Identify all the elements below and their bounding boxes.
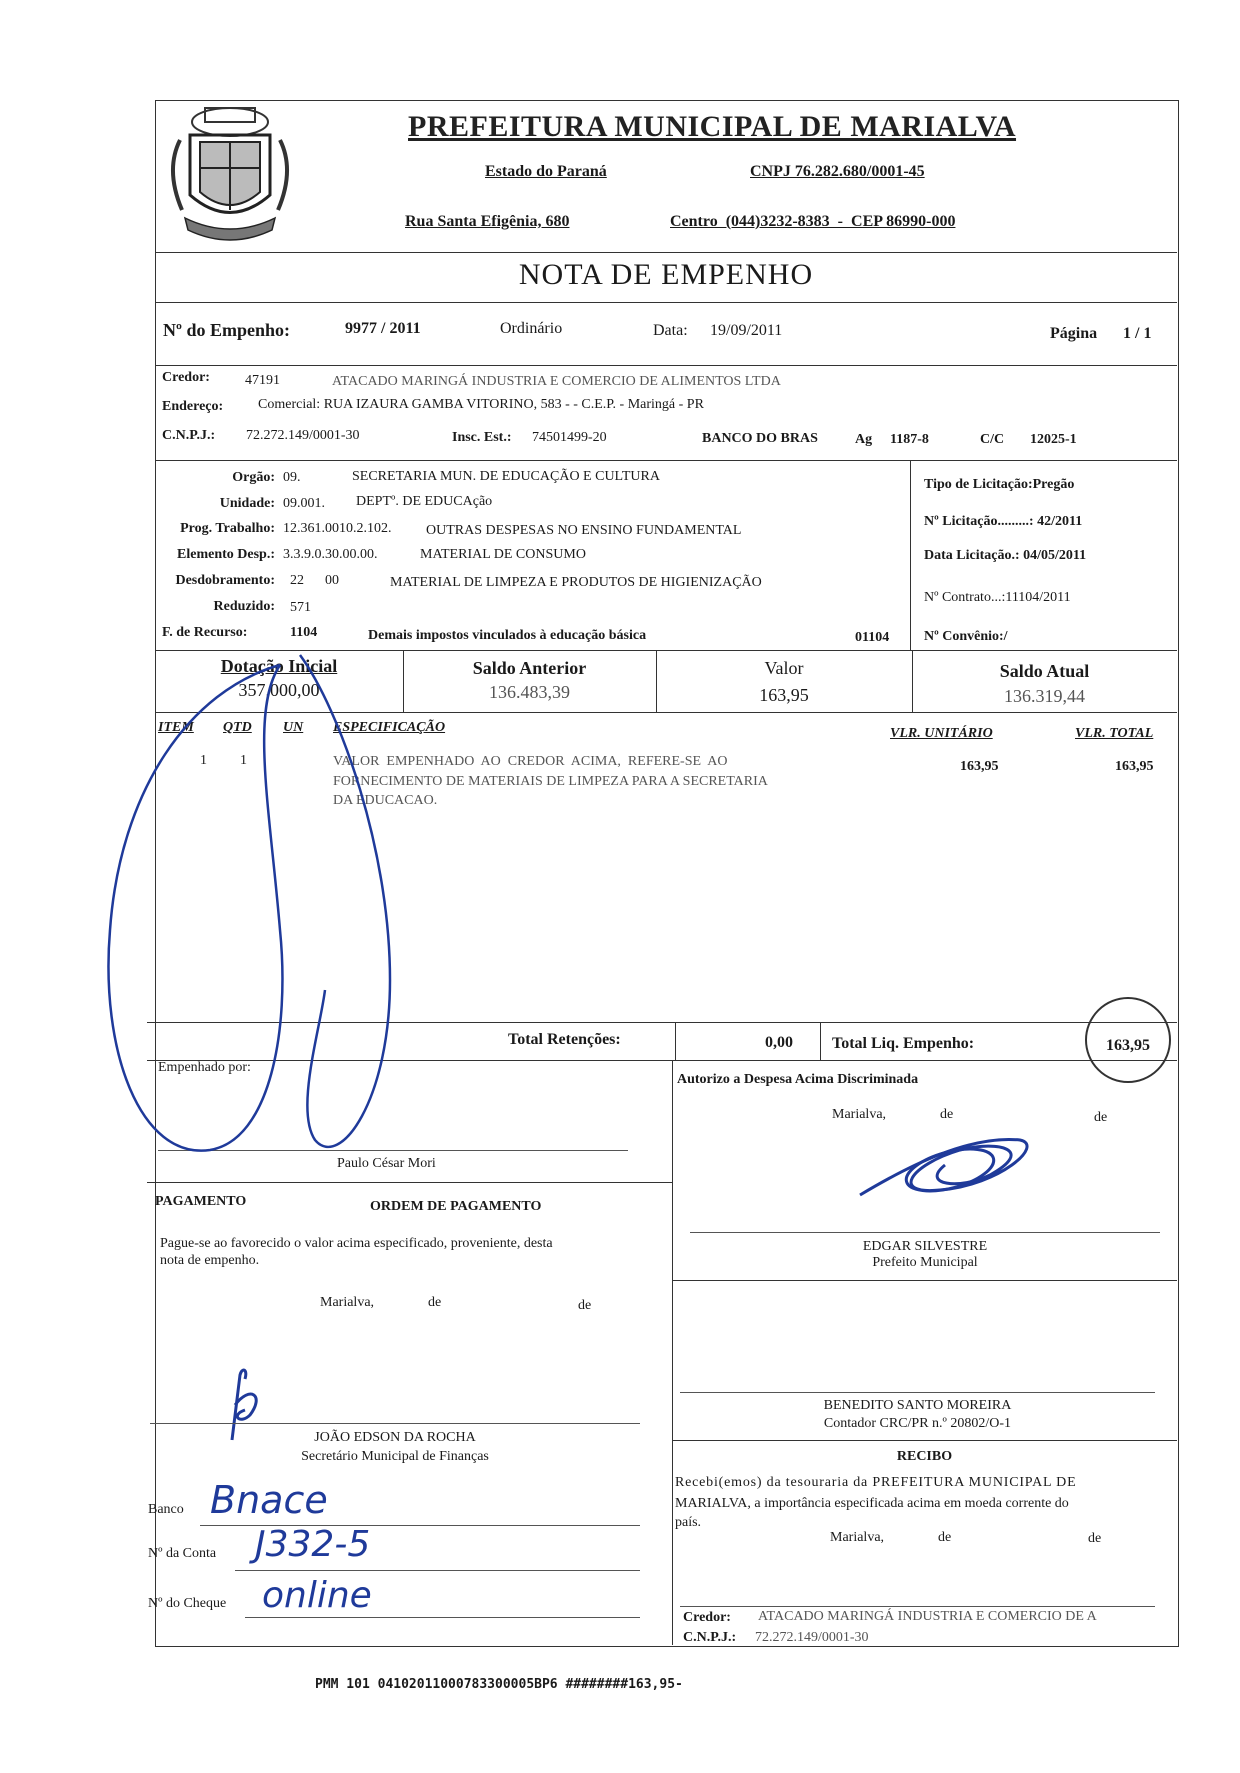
divider [672, 1060, 673, 1645]
divider [147, 1182, 672, 1183]
dotacao-inicial-value: 357.000,00 [238, 680, 320, 700]
signature-line [158, 1150, 628, 1151]
item-number: 1 [200, 753, 207, 768]
finance-secretary-name: JOÃO EDSON DA ROCHA [314, 1430, 476, 1445]
credor-code: 47191 [245, 373, 280, 388]
banco-handwritten: Bnace [210, 1478, 328, 1522]
col-header-total: VLR. TOTAL [1075, 726, 1154, 741]
divider [672, 1280, 1177, 1281]
divider [820, 1022, 821, 1060]
prog-name: OUTRAS DESPESAS NO ENSINO FUNDAMENTAL [426, 523, 742, 538]
col-header-un: UN [283, 720, 304, 735]
item-total: 163,95 [1115, 759, 1154, 774]
item-spec-line: VALOR EMPENHADO AO CREDOR ACIMA, REFERE-SE AO [333, 754, 728, 769]
col-header-qtd: QTD [223, 720, 252, 735]
cheque-label: Nº do Cheque [148, 1596, 227, 1611]
recibo-text-line: país. [675, 1515, 702, 1530]
divider [675, 1022, 676, 1060]
item-spec-line: DA EDUCACAO. [333, 793, 438, 808]
element-label: Elemento Desp.: [177, 547, 275, 562]
divider [155, 650, 1177, 651]
item-qtd: 1 [240, 753, 247, 768]
header-cnpj: CNPJ 76.282.680/0001-45 [750, 163, 925, 180]
recibo-credor-label: Credor: [683, 1610, 731, 1625]
pagamento-place: Marialva, [320, 1295, 375, 1310]
agency-number: 1187-8 [890, 432, 929, 447]
autorizo-place: Marialva, [832, 1107, 887, 1122]
desdobramento-name: MATERIAL DE LIMPEZA E PRODUTOS DE HIGIENIZAÇÃO [390, 575, 762, 590]
recibo-de-1: de [938, 1530, 952, 1545]
pagamento-de-1: de [428, 1295, 442, 1310]
unidade-code: 09.001. [283, 496, 325, 511]
col-header-spec: ESPECIFICAÇÃO [333, 720, 446, 735]
recibo-de-2: de [1088, 1531, 1102, 1546]
account-number: 12025-1 [1030, 432, 1077, 447]
prog-code: 12.361.0010.2.102. [283, 521, 392, 536]
recibo-text-line: MARIALVA, a importância especificada acima em moeda corrente do [675, 1496, 1069, 1511]
empenho-type: Ordinário [500, 320, 563, 337]
retencoes-label: Total Retenções: [508, 1031, 621, 1048]
credor-label: Credor: [162, 370, 210, 385]
dotacao-inicial-label: Dotação Inicial [220, 656, 338, 676]
insc-label: Insc. Est.: [452, 430, 512, 445]
empenhado-signer: Paulo César Mori [337, 1156, 436, 1171]
credor-bank: BANCO DO BRAS [702, 431, 818, 446]
valor-label: Valor [764, 658, 804, 678]
state-name: Estado do Paraná [485, 163, 607, 180]
header-phone-cep: Centro (044)3232-8383 - CEP 86990-000 [670, 213, 956, 230]
recibo-label: RECIBO [896, 1449, 953, 1464]
reduzido-value: 571 [290, 600, 311, 615]
mayor-signature-icon [850, 1125, 1050, 1205]
mayor-name: EDGAR SILVESTRE [862, 1239, 988, 1254]
signature-line [150, 1423, 640, 1424]
orgao-label: Orgão: [232, 470, 275, 485]
recurso-number: 01104 [855, 630, 890, 645]
element-code: 3.3.9.0.30.00.00. [283, 547, 378, 562]
convenio-number: Nº Convênio:/ [924, 629, 1008, 644]
date-label: Data: [653, 322, 688, 339]
recurso-name: Demais impostos vinculados à educação básica [368, 628, 647, 643]
empenhado-label: Empenhado por: [158, 1060, 251, 1075]
municipal-seal-icon [160, 100, 300, 245]
accountant-role: Contador CRC/PR n.º 20802/O-1 [823, 1416, 1012, 1431]
unidade-name: DEPTº. DE EDUCAção [356, 494, 493, 509]
item-spec-line: FORNECIMENTO DE MATERIAIS DE LIMPEZA PARA A SECRETARIA [333, 774, 768, 789]
divider [910, 460, 911, 650]
autorizo-de-2: de [1094, 1110, 1108, 1125]
footer-barcode-text: PMM 101 04102011000783300005BP6 ########163,95- [315, 1677, 683, 1692]
contract-number: Nº Contrato...:11104/2011 [924, 590, 1071, 605]
licitacao-type: Tipo de Licitação:Pregão [924, 477, 1075, 492]
empenho-number-label: Nº do Empenho: [163, 320, 290, 340]
pagamento-de-2: de [578, 1298, 592, 1313]
mayor-role: Prefeito Municipal [872, 1255, 978, 1270]
saldo-atual-label: Saldo Atual [999, 661, 1090, 681]
divider [672, 1440, 1177, 1441]
credor-address: Comercial: RUA IZAURA GAMBA VITORINO, 583 - - C.E.P. - Maringá - PR [258, 397, 704, 412]
divider [155, 252, 1177, 253]
document-title: NOTA DE EMPENHO [518, 258, 814, 291]
orgao-code: 09. [283, 470, 301, 485]
saldo-anterior-value: 136.483,39 [489, 682, 570, 702]
page-label: Página [1050, 325, 1098, 342]
prog-label: Prog. Trabalho: [180, 521, 275, 536]
conta-line [235, 1570, 640, 1571]
municipality-title: PREFEITURA MUNICIPAL DE MARIALVA [408, 110, 1017, 143]
empenho-date: 19/09/2011 [710, 322, 783, 339]
liquido-label: Total Liq. Empenho: [832, 1035, 975, 1052]
retencoes-value: 0,00 [765, 1034, 793, 1051]
signature-line [680, 1606, 1155, 1607]
saldo-atual-value: 136.319,44 [1004, 686, 1085, 706]
credor-cnpj: 72.272.149/0001-30 [246, 428, 360, 443]
empenho-number: 9977 / 2011 [345, 320, 421, 337]
divider [155, 302, 1177, 303]
cheque-line [245, 1617, 640, 1618]
recurso-label: F. de Recurso: [162, 625, 248, 640]
accountant-name: BENEDITO SANTO MOREIRA [823, 1398, 1012, 1413]
account-label: C/C [980, 432, 1005, 447]
cnpj-label: C.N.P.J.: [162, 428, 216, 443]
credor-name: ATACADO MARINGÁ INDUSTRIA E COMERCIO DE ALIMENTOS LTDA [332, 374, 781, 389]
pagamento-text-line: Pague-se ao favorecido o valor acima especificado, proveniente, desta [160, 1236, 553, 1251]
orgao-name: SECRETARIA MUN. DE EDUCAÇÃO E CULTURA [352, 469, 660, 484]
licitacao-date: Data Licitação.: 04/05/2011 [924, 548, 1087, 563]
credor-insc: 74501499-20 [532, 430, 607, 445]
divider [155, 712, 1177, 713]
page-number: 1 / 1 [1123, 325, 1152, 342]
signature-line [680, 1392, 1155, 1393]
divider [147, 1060, 1177, 1061]
recibo-place: Marialva, [830, 1530, 885, 1545]
address-label: Endereço: [162, 399, 224, 414]
pagamento-label: PAGAMENTO [155, 1194, 247, 1209]
recibo-cnpj-label: C.N.P.J.: [683, 1630, 737, 1645]
pagamento-text-line: nota de empenho. [160, 1253, 260, 1268]
banco-label: Banco [148, 1502, 184, 1517]
saldo-anterior-label: Saldo Anterior [472, 658, 587, 678]
recibo-text-line: Recebi(emos) da tesouraria da PREFEITURA MUNICIPAL DE [675, 1475, 1077, 1490]
divider [155, 460, 1177, 461]
element-name: MATERIAL DE CONSUMO [420, 547, 586, 562]
col-header-item: ITEM [158, 720, 194, 735]
item-unit-price: 163,95 [960, 759, 999, 774]
ordem-pagamento-label: ORDEM DE PAGAMENTO [370, 1199, 542, 1214]
desdobramento-label: Desdobramento: [175, 573, 275, 588]
divider [155, 365, 1177, 366]
autorizo-de-1: de [940, 1107, 954, 1122]
recurso-code: 1104 [290, 625, 318, 640]
reduzido-label: Reduzido: [213, 599, 275, 614]
recibo-credor-name: ATACADO MARINGÁ INDUSTRIA E COMERCIO DE A [758, 1609, 1097, 1624]
handwritten-circle-mark [1080, 990, 1175, 1090]
recibo-cnpj: 72.272.149/0001-30 [755, 1630, 869, 1645]
desdobramento-code: 22 00 [290, 573, 339, 588]
finance-secretary-role: Secretário Municipal de Finanças [301, 1449, 489, 1464]
licitacao-number: Nº Licitação.........: 42/2011 [924, 514, 1083, 529]
col-header-unit-price: VLR. UNITÁRIO [890, 726, 993, 741]
liquido-value: 163,95 [1106, 1037, 1150, 1054]
unidade-label: Unidade: [219, 496, 275, 511]
valor-value: 163,95 [759, 685, 809, 705]
signature-line [690, 1232, 1160, 1233]
conta-label: Nº da Conta [148, 1546, 217, 1561]
conta-handwritten: J332-5 [255, 1524, 371, 1565]
autorizo-label: Autorizo a Despesa Acima Discriminada [677, 1072, 919, 1087]
agency-label: Ag [855, 432, 873, 447]
header-address: Rua Santa Efigênia, 680 [405, 213, 570, 230]
cheque-handwritten: online [262, 1575, 372, 1616]
divider [147, 1022, 1177, 1023]
